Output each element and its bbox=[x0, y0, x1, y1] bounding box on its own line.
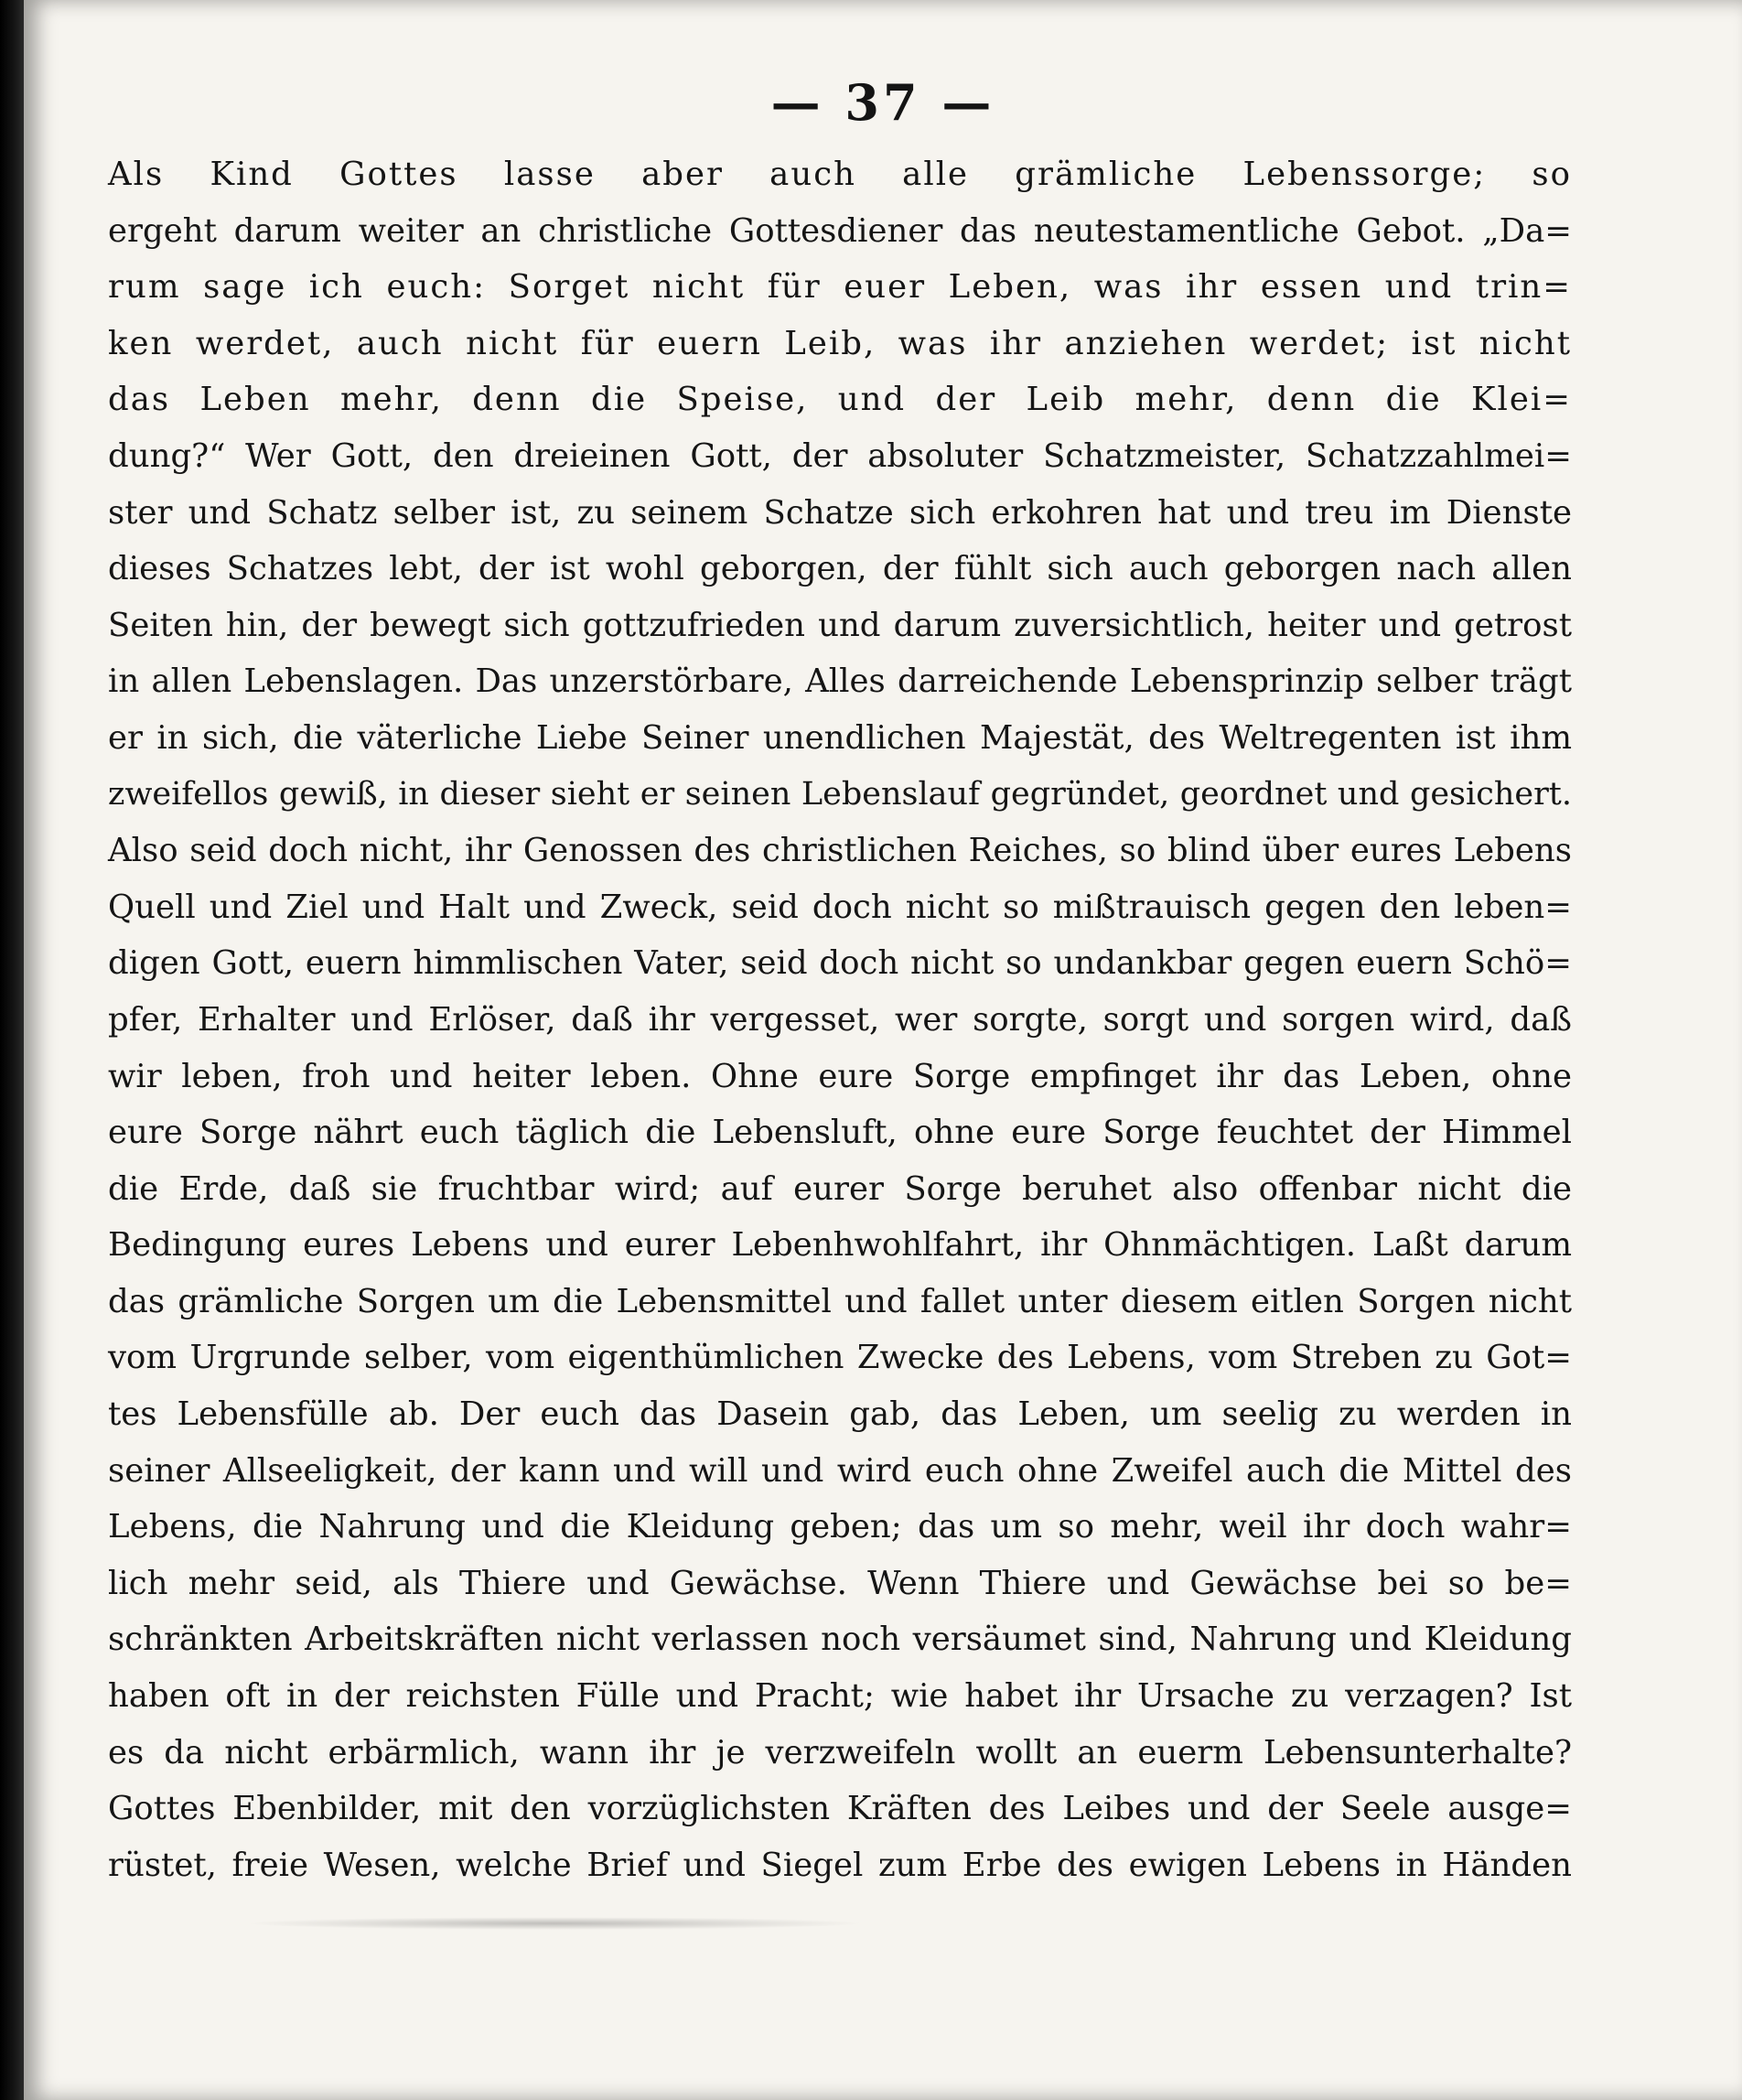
text-line: ergeht darum weiter an christliche Gottesdiener das neutestamentliche Gebot. „Da= bbox=[108, 211, 1572, 250]
text-line: dieses Schatzes lebt, der ist wohl geborgen, der fühlt sich auch geborgen nach allen bbox=[108, 550, 1572, 588]
text-line: es da nicht erbärmlich, wann ihr je verzweifeln wollt an euerm Lebensunterhalte? bbox=[108, 1733, 1572, 1772]
text-line: lich mehr seid, als Thiere und Gewächse. Wenn Thiere und Gewächse bei so be= bbox=[108, 1564, 1572, 1602]
text-line: vom Urgrunde selber, vom eigenthümlichen Zwecke des Lebens, vom Streben zu Got= bbox=[108, 1339, 1572, 1377]
scan-edge bbox=[0, 0, 24, 2100]
text-line: wir leben, froh und heiter leben. Ohne eure Sorge empfinget ihr das Leben, ohne bbox=[108, 1057, 1572, 1095]
text-line: das Leben mehr, denn die Speise, und der Leib mehr, denn die Klei= bbox=[108, 381, 1572, 419]
text-line: tes Lebensfülle ab. Der euch das Dasein gab, das Leben, um seelig zu werden in bbox=[108, 1395, 1572, 1434]
text-line: Bedingung eures Lebens und eurer Lebenhwohlfahrt, ihr Ohnmächtigen. Laßt darum bbox=[108, 1226, 1572, 1265]
body-text bbox=[108, 146, 1572, 1893]
text-line: Als Kind Gottes lasse aber auch alle grämliche Lebenssorge; so bbox=[108, 156, 1572, 193]
text-line: er in sich, die väterliche Liebe Seiner unendlichen Majestät, des Weltregenten ist ihm bbox=[108, 718, 1572, 757]
text-line: digen Gott, euern himmlischen Vater, seid doch nicht so undankbar gegen euern Schö= bbox=[108, 944, 1572, 983]
text-line: eure Sorge nährt euch täglich die Lebensluft, ohne eure Sorge feuchtet der Himmel bbox=[108, 1114, 1572, 1152]
text-line: die Erde, daß sie fruchtbar wird; auf eurer Sorge beruhet also offenbar nicht die bbox=[108, 1169, 1572, 1208]
text-line: seiner Allseeligkeit, der kann und will und wird euch ohne Zweifel auch die Mittel des bbox=[108, 1451, 1572, 1490]
text-line: schränkten Arbeitskräften nicht verlassen noch versäumet sind, Nahrung und Kleidung bbox=[108, 1621, 1572, 1659]
text-line: Lebens, die Nahrung und die Kleidung geben; das um so mehr, weil ihr doch wahr= bbox=[108, 1508, 1572, 1546]
text-line: Also seid doch nicht, ihr Genossen des christlichen Reiches, so blind über eures Lebens bbox=[108, 832, 1572, 870]
text-line: ken werdet, auch nicht für euern Leib, was ihr anziehen werdet; ist nicht bbox=[108, 324, 1572, 362]
text-line: Gottes Ebenbilder, mit den vorzüglichsten Kräften des Leibes und der Seele ausge= bbox=[108, 1790, 1572, 1828]
text-line: pfer, Erhalter und Erlöser, daß ihr vergesset, wer sorgte, sorgt und sorgen wird, daß bbox=[108, 1000, 1572, 1039]
text-line: dung?“ Wer Gott, den dreieinen Gott, der absoluter Schatzmeister, Schatzzahlmei= bbox=[108, 436, 1572, 475]
book-page bbox=[24, 0, 1742, 2100]
text-line: zweifellos gewiß, in dieser sieht er seinen Lebenslauf gegründet, geordnet und gesichert. bbox=[108, 775, 1572, 813]
text-line: ster und Schatz selber ist, zu seinem Schatze sich erkohren hat und treu im Dienste bbox=[108, 493, 1572, 532]
text-line: das grämliche Sorgen um die Lebensmittel und fallet unter diesem eitlen Sorgen nicht bbox=[108, 1282, 1572, 1320]
text-line: rüstet, freie Wesen, welche Brief und Siegel zum Erbe des ewigen Lebens in Händen bbox=[108, 1846, 1572, 1884]
text-line: rum sage ich euch: Sorget nicht für euer Leben, was ihr essen und trin= bbox=[108, 268, 1572, 307]
text-line: in allen Lebenslagen. Das unzerstörbare, Alles darreichende Lebensprinzip selber trägt bbox=[108, 662, 1572, 701]
text-line: Quell und Ziel und Halt und Zweck, seid doch nicht so mißtrauisch gegen den leben= bbox=[108, 888, 1572, 926]
text-line: Seiten hin, der bewegt sich gottzufrieden und darum zuversichtlich, heiter und getrost bbox=[108, 606, 1572, 644]
page-number: — 37 — bbox=[770, 73, 995, 132]
print-smudge bbox=[243, 1917, 866, 1930]
text-line: haben oft in der reichsten Fülle und Pracht; wie habet ihr Ursache zu verzagen? Ist bbox=[108, 1677, 1572, 1716]
